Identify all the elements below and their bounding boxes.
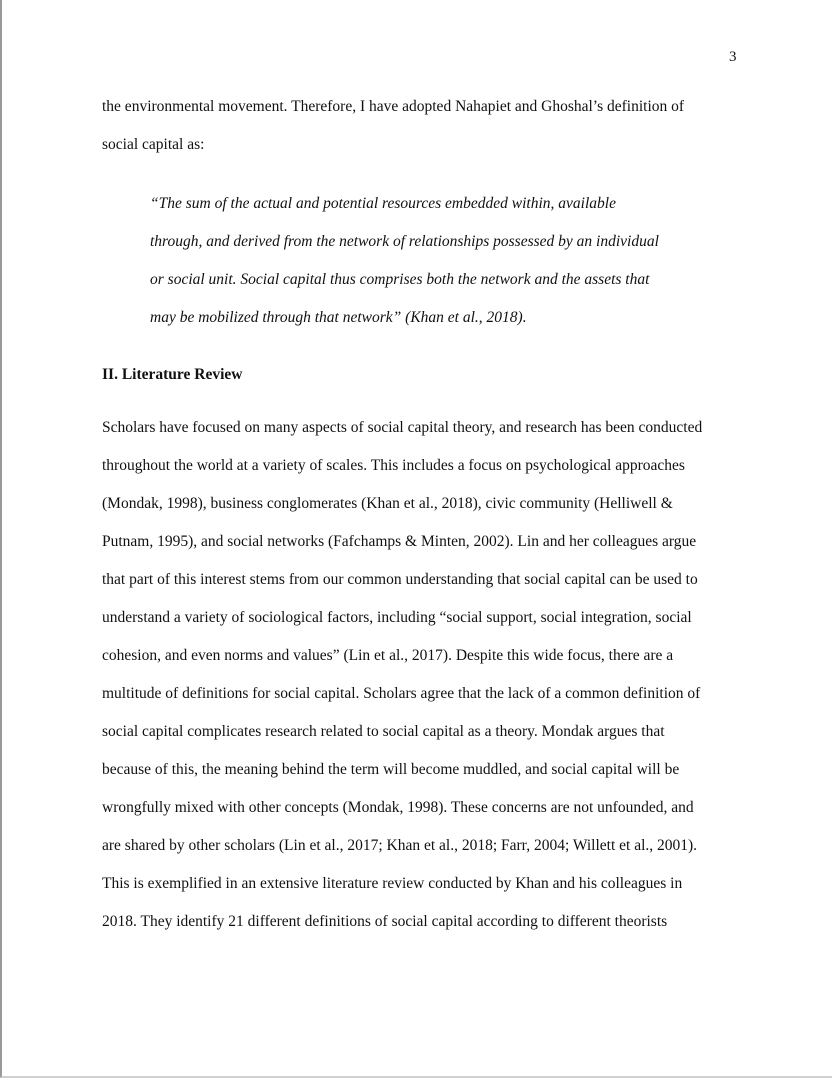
section-heading: II. Literature Review [102, 366, 243, 383]
body-line: Scholars have focused on many aspects of social capital theory, and research has been conducted [102, 419, 703, 436]
body-line: understand a variety of sociological factors, including “social support, social integration, social [102, 609, 692, 626]
body-line: throughout the world at a variety of scales. This includes a focus on psychological approaches [102, 457, 685, 474]
block-quote-line: or social unit. Social capital thus comprises both the network and the assets that [150, 271, 650, 288]
body-line: Putnam, 1995), and social networks (Fafchamps & Minten, 2002). Lin and her colleagues argue [102, 533, 697, 550]
body-line: 2018. They identify 21 different definitions of social capital according to different theorists [102, 913, 668, 930]
body-line: This is exemplified in an extensive literature review conducted by Khan and his colleagues in [102, 875, 683, 892]
intro-line: social capital as: [102, 136, 205, 153]
body-line: multitude of definitions for social capital. Scholars agree that the lack of a common definition of [102, 685, 701, 702]
body-line: (Mondak, 1998), business conglomerates (Khan et al., 2018), civic community (Helliwell & [102, 495, 673, 512]
block-quote-line: through, and derived from the network of relationships possessed by an individual [150, 233, 659, 250]
page-number: 3 [729, 49, 737, 65]
body-line: wrongfully mixed with other concepts (Mondak, 1998). These concerns are not unfounded, and [102, 799, 694, 816]
block-quote-line: “The sum of the actual and potential resources embedded within, available [150, 195, 616, 212]
intro-line: the environmental movement. Therefore, I have adopted Nahapiet and Ghoshal’s definition of [102, 98, 685, 115]
body-line: because of this, the meaning behind the term will become muddled, and social capital will be [102, 761, 680, 778]
body-line: social capital complicates research related to social capital as a theory. Mondak argues that [102, 723, 665, 740]
body-line: that part of this interest stems from our common understanding that social capital can be used to [102, 571, 698, 588]
body-line: are shared by other scholars (Lin et al., 2017; Khan et al., 2018; Farr, 2004; Willett et al., 2001). [102, 837, 698, 854]
body-line: cohesion, and even norms and values” (Lin et al., 2017). Despite this wide focus, there are a [102, 647, 674, 664]
block-quote-line: may be mobilized through that network” (Khan et al., 2018). [150, 309, 527, 326]
